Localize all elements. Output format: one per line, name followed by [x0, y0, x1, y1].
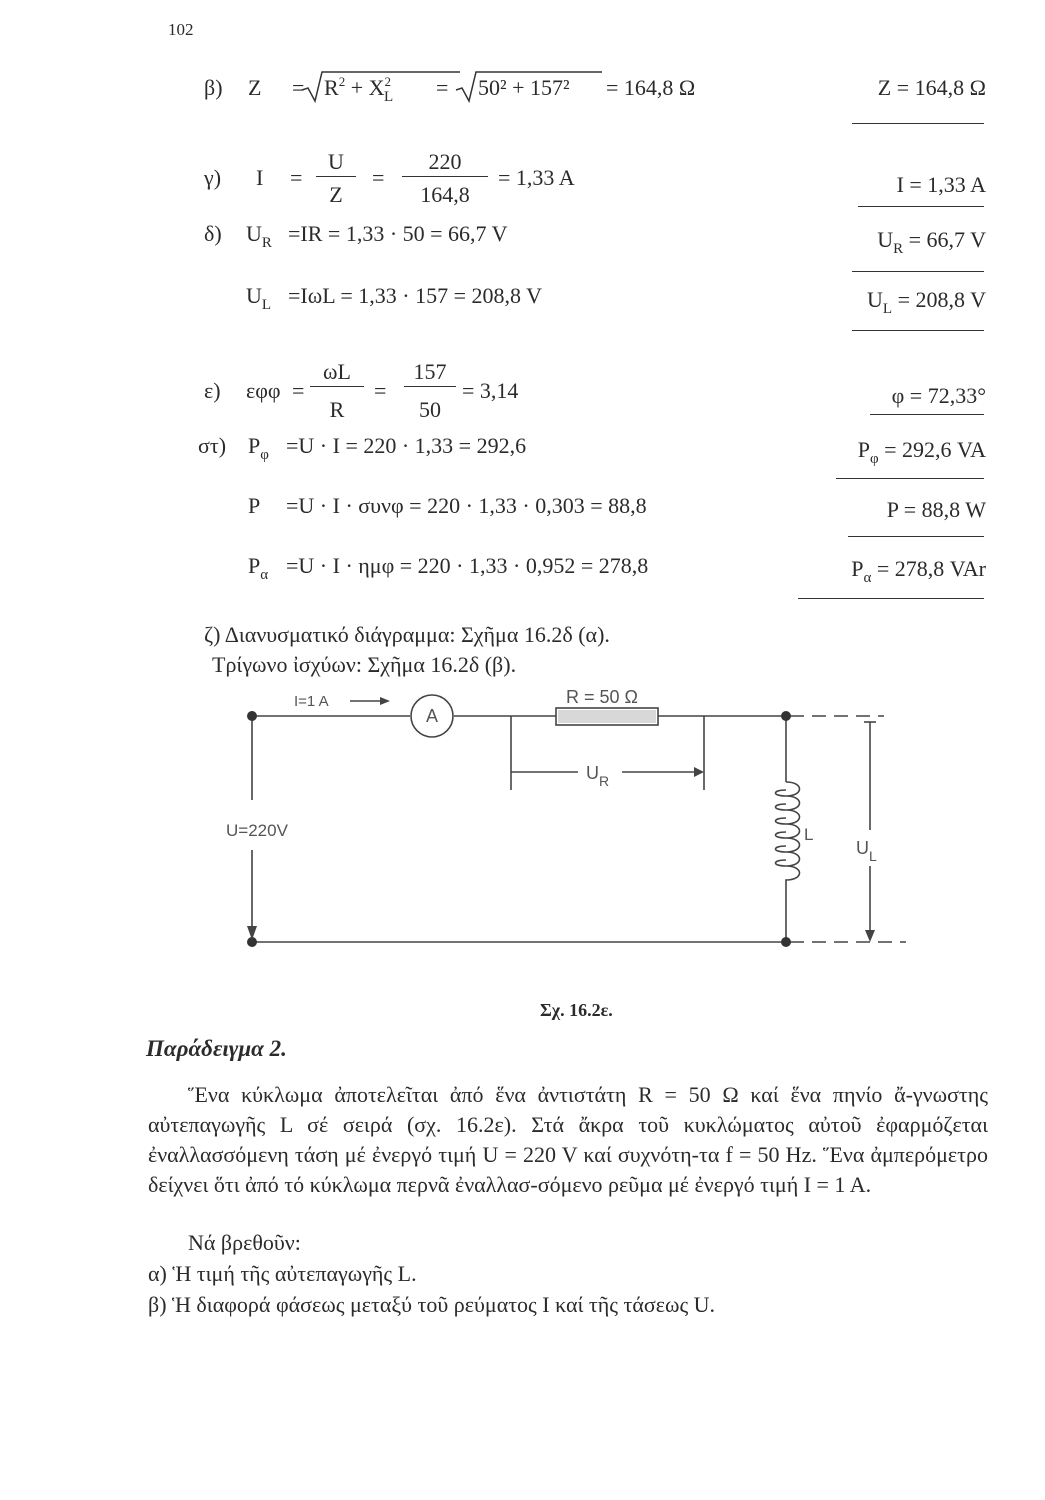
calc-label-epsilon: ε) — [204, 378, 221, 403]
current-label: I=1 A — [294, 693, 329, 710]
calc-label-beta: β) — [204, 75, 223, 100]
calc-var-i: I — [256, 165, 264, 190]
result-i: I = 1,33 A — [896, 172, 986, 197]
equals-sign: = — [292, 378, 305, 403]
junction-node — [781, 711, 791, 721]
junction-node — [781, 937, 791, 947]
problem-paragraph: Ἕνα κύκλωμα ἀποτελεῖται ἀπό ἕνα ἀντιστάτη R = 50 Ω καί ἕνα πηνίο ἄ-γνωστης αὐτεπαγωγῆς L σέ σειρά (σχ. 16.2ε). Στά ἄκρα τοῦ κυκλώματος αὐτοῦ ἐφαρμόζεται ἐναλλασσόμενη τάση μέ ἐνεργό τιμή U = 220 V καί συχνότη-τα f = 50 Hz. Ἕνα ἀμπερόμετρο δείχνει ὅτι ἀπό τό κύκλωμα περνᾶ ἐναλλασ-σόμενο ρεῦμα μέ ἐνεργό τιμή I = 1 A. — [148, 1082, 988, 1197]
figure-caption: Σχ. 16.2ε. — [540, 1000, 613, 1020]
result-phi: φ = 72,33° — [891, 383, 986, 408]
inductor-label: L — [804, 825, 814, 844]
calc-pa-expr: =U · I · ημφ = 220 · 1,33 · 0,952 = 278,8 — [286, 553, 649, 578]
fraction-numerator: 220 — [428, 149, 462, 174]
result-ur: $U_R = 66,7$ V — [877, 227, 986, 257]
equals-sign: = — [290, 165, 303, 190]
ammeter-label: A — [425, 706, 439, 726]
calc-var-ur: $U_R$ — [246, 221, 272, 251]
calc-delta-r-expr: =IR = 1,33 · 50 = 66,7 V — [288, 221, 508, 246]
calc-var-p-phi: $P_\varphi$ — [248, 433, 269, 463]
problem-item-a: α) Ἡ τιμή τῆς αὐτεπαγωγῆς L. — [148, 1261, 417, 1286]
calc-var-tan-phi: εφφ — [246, 378, 281, 403]
radicand-2: 50² + 157² — [478, 75, 570, 100]
fraction-denominator: Z — [329, 182, 343, 207]
ul-label: $U_L$ — [856, 838, 877, 864]
arrowhead-icon — [247, 926, 257, 940]
fraction-denominator: 164,8 — [420, 182, 470, 207]
equals-sign: = — [374, 378, 387, 403]
calc-beta-tail: = 164,8 Ω — [606, 75, 696, 100]
equals-sign: = — [372, 165, 385, 190]
calc-label-gamma: γ) — [204, 165, 222, 190]
inductor-coil-icon — [776, 782, 800, 884]
arrowhead-icon — [380, 697, 390, 705]
voltage-label: U=220V — [226, 821, 288, 840]
result-ul: $U_L = 208,8$ V — [867, 287, 986, 317]
zeta-line-2: Τρίγωνο ἰσχύων: Σχῆμα 16.2δ (β). — [212, 652, 517, 677]
calc-delta-l-expr: =IωL = 1,33 · 157 = 208,8 V — [288, 283, 542, 308]
calc-st-expr: =U · I = 220 · 1,33 = 292,6 — [286, 433, 527, 458]
zeta-line-1: ζ) Διανυσματικό διάγραμμα: Σχῆμα 16.2δ (α). — [204, 622, 610, 647]
fraction-denominator: R — [329, 397, 345, 422]
calc-var-z: Z — [248, 75, 262, 100]
fraction-numerator: ωL — [323, 359, 351, 384]
equals-sign-2: = — [436, 75, 449, 100]
terminal-node — [247, 711, 257, 721]
equals-sign: = — [292, 75, 305, 100]
arrowhead-icon — [694, 767, 704, 777]
calc-var-ul: $U_L$ — [246, 283, 272, 313]
fraction-numerator: U — [328, 149, 344, 174]
problem-ask: Νά βρεθοῦν: — [188, 1230, 301, 1255]
result-p: P = 88,8 W — [886, 497, 986, 522]
arrowhead-icon — [865, 930, 875, 942]
calc-epsilon-tail: = 3,14 — [462, 378, 519, 403]
radicand-1: $R^2 + X^2_L$ — [324, 74, 394, 105]
ur-label: $U_R$ — [586, 763, 610, 789]
problem-item-b: β) Ἡ διαφορά φάσεως μεταξύ τοῦ ρεύματος I καί τῆς τάσεως U. — [148, 1292, 716, 1317]
result-p-phi: $P_\varphi = 292,6$ VA — [857, 437, 986, 467]
page-number: 102 — [168, 20, 194, 39]
resistor-label: R = 50 Ω — [566, 687, 638, 707]
calc-var-p: P — [248, 493, 261, 518]
resistor-body — [558, 710, 656, 723]
calc-p-expr: =U · I · συνφ = 220 · 1,33 · 0,303 = 88,8 — [286, 493, 647, 518]
calc-gamma-tail: = 1,33 A — [498, 165, 575, 190]
fraction-numerator: 157 — [413, 359, 447, 384]
result-z: Z = 164,8 Ω — [877, 75, 986, 100]
example-heading: Παράδειγμα 2. — [146, 1036, 287, 1061]
calc-label-st: στ) — [198, 433, 227, 458]
calc-label-delta: δ) — [204, 221, 222, 246]
fraction-denominator: 50 — [419, 397, 441, 422]
calc-var-p-alpha: $P_\alpha$ — [248, 553, 269, 583]
result-p-alpha: $P_\alpha = 278,8$ VAr — [851, 556, 986, 586]
